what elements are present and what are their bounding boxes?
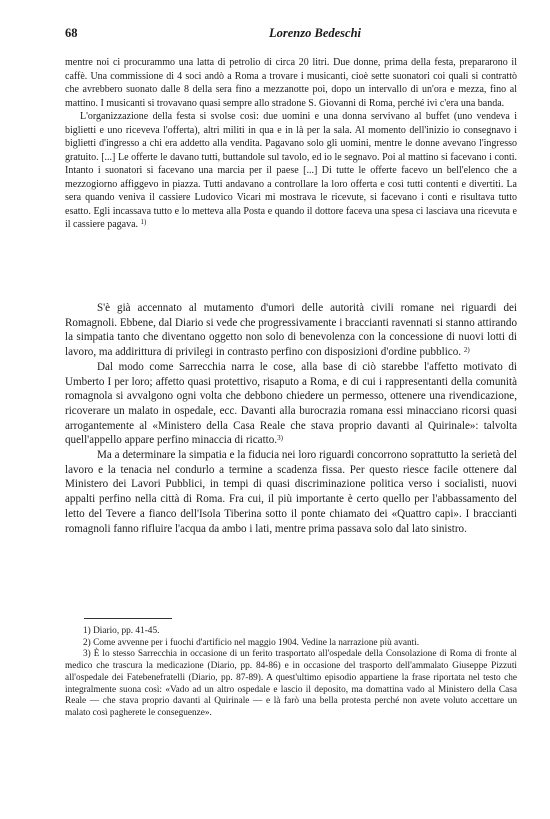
quoted-diary-excerpt <box>65 56 517 232</box>
page-number: 68 <box>65 26 78 40</box>
body-paragraph: Dal modo come Sarrecchia narra le cose, alla base di ciò starebbe l'affetto motivato di Umberto I per loro; affetto quasi protettivo, risaputo a Roma, e di cui i rappresentanti della comunità romagnola si avvalgono ogni volta che debbono chiedere un permesso, ottenere una rivendicazione, ricoverare un malato in ospedale, ecc. Davanti alla burocrazia romana essi minacciano ricorsi quasi arrogantemente al «Ministero della Casa Reale che stava proprio davanti al Quirinale»: talvolta quell'appello appare perfino minaccia di ricatto.$^{3)}$ <box>65 360 517 447</box>
main-body-text <box>65 301 517 536</box>
footnote: 2) Come avvenne per i fuochi d'artificio nel maggio 1904. Vedine la narrazione più avanti. <box>83 637 420 648</box>
page-header <box>65 26 515 42</box>
footnote-ref: 2) <box>463 346 470 355</box>
footnotes <box>65 626 517 720</box>
quote-paragraph: mentre noi ci procurammo una latta di petrolio di circa 20 litri. Due donne, prima della festa, prepararono il caffè. Una commissione di 4 soci andò a Roma a trovare i musicanti, cioè sette suonatori coi quali si contrattò che avrebbero suonato dalle 8 della sera fino a mezzanotte poi, dopo un intervallo di un'ora e mezza, fino al mattino. I musicanti si trovavano quasi sempre allo stradone S. Giovanni di Roma, perché ivi c'era una banda. <box>65 57 517 109</box>
footnote: 3) È lo stesso Sarrecchia in occasione di un ferito trasportato all'ospedale della Consolazione di Roma di fronte al medico che trascura la medicazione (Diario, pp. 84-86) e in occasione del trasporto dell'ammalato Giuseppe Pizzuti all'ospedale dei Fatebenefratelli (Diario, pp. 87-89). A quest'ultimo episodio appartiene la frase riportata nel testo che integralmente suona così: «Vado ad un altro ospedale e lascio il deposito, ma domattina vado al Ministero della Casa Reale — che stava proprio davanti al Quirinale — e là farò una bella protesta perché non avete voluto accettare un malato così pagherete le conseguenze». <box>65 649 517 718</box>
footnote-ref: 3) <box>277 434 283 443</box>
quote-paragraph: L'organizzazione della festa si svolse così: due uomini e una donna servivano al buffet (uno vendeva i biglietti e uno riceveva l'offerta), altri militi in qua e in là per la sala. Al momento dell'inizio io consegnavo i biglietti d'ingresso a chi era addetto alla vendita. Pagavano solo gli uomini, mentre le donne avevano l'ingresso gratuito. [...] Le offerte le davano tutti, buttandole sul tavolo, ed io le segnavo. Poi al mattino si facevano i conti. Intanto i suonatori si facevano una marcia per il paese [...] Di tutte le offerte facevo un bell'elenco che a mezzogiorno affiggevo in piazza. Tutti andavano a controllare la loro offerta e così tutti contenti e divertiti. La sera quando veniva il cassiere Ludovico Vicari mi mostrava le ricevute, si facevano i conti e risultava tutto esatto. Egli incassava tutto e lo metteva alla Posta e quando il dottore faceva una spesa ci lasciava una ricevuta e il cassiere pagava. $^{1)}$ <box>65 111 517 230</box>
running-head-author: Lorenzo Bedeschi <box>269 26 362 40</box>
footnote-ref: 1) <box>140 218 147 226</box>
body-paragraph: S'è già accennato al mutamento d'umori delle autorità civili romane nei riguardi dei Romagnoli. Ebbene, dal Diario si vede che progressivamente i braccianti ravennati si stanno attirando la simpatia tanto che diventano oggetto non solo di benevolenza con la concessione di nuovi lotti di lavoro, ma addirittura di privilegi in contrasto perfino con disposizioni d'ordine pubblico. $^{2)}$ <box>65 302 517 359</box>
body-paragraph: Ma a determinare la simpatia e la fiducia nei loro riguardi concorrono soprattutto la serietà del lavoro e la tenacia nel condurlo a termine a scadenza fissa. Per questo riesce facile ottenere dal Ministero dei Lavori Pubblici, in tempi di quasi discriminazione politica verso i socialisti, nuovi appalti perfino nella città di Roma. Fra cui, il più importante è certo quello per l'abbassamento del letto del Tevere a fianco dell'Isola Tiberina sotto il ponte chiamato dei «Quattro capi». I braccianti romagnoli fanno rifluire l'acqua da ambo i lati, mentre prima passava solo dal lato sinistro. <box>65 449 517 535</box>
footnote-separator-rule <box>84 618 172 619</box>
footnote: 1) Diario, pp. 41-45. <box>83 626 160 636</box>
